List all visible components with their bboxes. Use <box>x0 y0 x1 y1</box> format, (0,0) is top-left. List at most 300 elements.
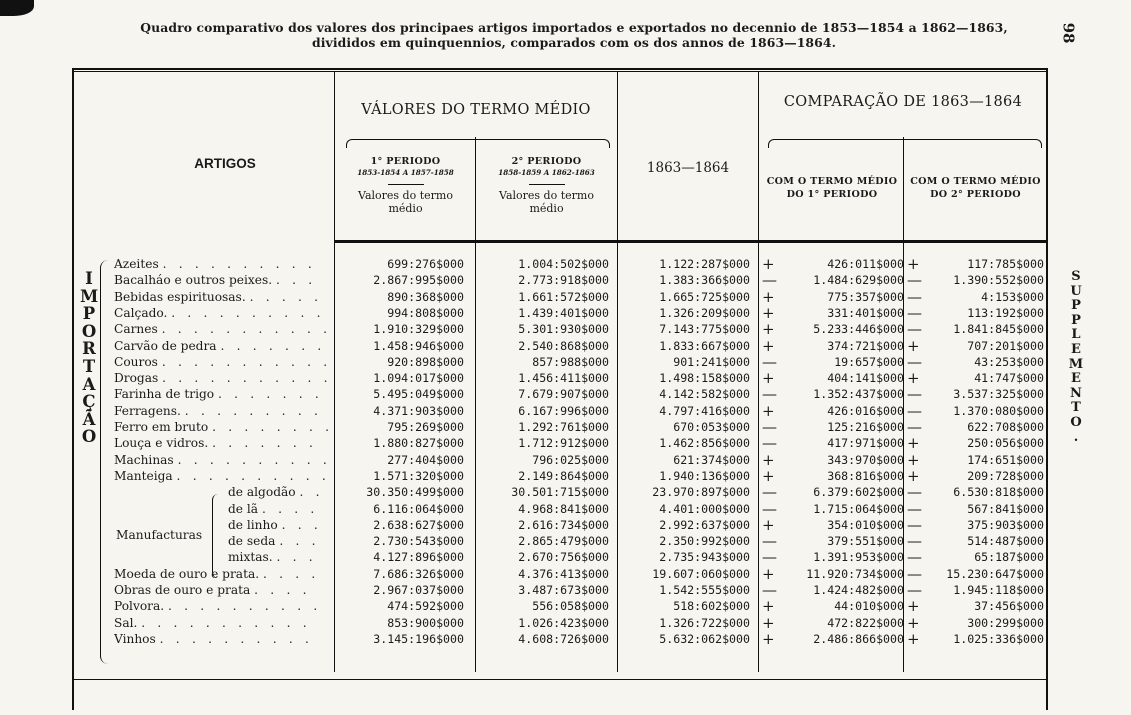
row-cmp-1: 472:822$000 <box>827 615 904 630</box>
row-cmp-1: 426:016$000 <box>827 403 904 418</box>
table-row <box>114 256 1054 272</box>
vertical-letter: S <box>1071 269 1081 284</box>
row-sign-1: + <box>762 629 775 648</box>
row-year: 1.326:209$000 <box>659 305 750 320</box>
periodo-2-sub: Valores do termo médio <box>499 189 594 215</box>
vertical-letter: P <box>1071 298 1081 314</box>
importacao-bracket <box>100 260 111 664</box>
row-sign-2: — <box>907 385 922 404</box>
vertical-letter: N <box>1070 385 1082 401</box>
row-name <box>114 289 334 305</box>
row-year: 1.940:136$000 <box>659 468 750 483</box>
row-label: Azeites <box>114 257 159 271</box>
row-periodo-2: 796:025$000 <box>532 452 609 467</box>
row-dots: . . . . . . . . . . <box>162 257 316 271</box>
vertical-letter: A <box>82 374 96 394</box>
vertical-letter: P <box>1071 312 1081 328</box>
row-year: 4.142:582$000 <box>659 387 750 402</box>
row-dots: . . . . . . . . . . <box>176 468 330 483</box>
row-name <box>114 452 334 468</box>
table-row <box>114 403 1054 419</box>
row-periodo-2: 4.608:726$000 <box>518 631 609 646</box>
row-periodo-2: 1.661:572$000 <box>518 289 609 304</box>
row-year: 7.143:775$000 <box>659 322 750 337</box>
vertical-letter: M <box>80 286 99 306</box>
row-name <box>114 338 334 354</box>
row-dots: . . . . . . . . <box>212 420 334 434</box>
row-sign-2: — <box>907 499 922 518</box>
table-row <box>114 386 1054 402</box>
row-name <box>114 419 334 435</box>
row-sign-2: — <box>907 515 922 534</box>
header-artigos: ARTIGOS <box>194 156 256 171</box>
table-row <box>114 321 1054 337</box>
row-cmp-1: 775:357$000 <box>827 289 904 304</box>
vertical-letter: R <box>82 339 96 359</box>
page-title <box>74 20 1074 50</box>
row-periodo-1: 2.967:037$000 <box>373 583 464 597</box>
periodo-1-rule <box>388 184 424 185</box>
row-sign-1: + <box>762 336 775 355</box>
row-periodo-1: 699:276$000 <box>387 257 464 271</box>
row-periodo-1: 2.730:543$000 <box>373 534 464 549</box>
row-periodo-1: 1.910:329$000 <box>373 322 464 337</box>
row-year: 901:241$000 <box>673 354 750 369</box>
header-year: 1863—1864 <box>646 160 730 176</box>
row-periodo-1: 920:898$000 <box>387 354 464 369</box>
row-year: 2.992:637$000 <box>659 517 750 532</box>
row-cmp-1: 6.379:602$000 <box>813 485 904 500</box>
row-label: Calçado. <box>114 305 168 320</box>
row-sign-2: — <box>907 352 922 371</box>
row-label: Ferragens. <box>114 403 181 418</box>
row-periodo-1: 4.127:896$000 <box>373 550 464 565</box>
row-cmp-2: 300:299$000 <box>967 615 1044 630</box>
row-sign-2: — <box>907 548 922 567</box>
row-sign-1: + <box>762 597 775 616</box>
row-dots: . . . <box>276 273 317 288</box>
row-year: 670:053$000 <box>673 420 750 434</box>
table-row <box>114 615 1054 631</box>
row-periodo-2: 2.616:734$000 <box>518 517 609 532</box>
row-cmp-1: 1.352:437$000 <box>813 387 904 402</box>
table-row <box>114 370 1054 386</box>
table-row <box>114 598 1054 614</box>
periodo-1-title: 1° PERIODO <box>370 156 441 167</box>
row-year: 621:374$000 <box>673 452 750 467</box>
table-bottom-rule <box>74 679 1046 680</box>
row-sign-1: + <box>762 320 775 339</box>
row-cmp-2: 1.025:336$000 <box>953 631 1044 646</box>
row-sign-2: + <box>907 613 920 632</box>
row-cmp-1: 417:971$000 <box>827 436 904 451</box>
vertical-letter: . <box>1073 429 1079 445</box>
row-sign-2: + <box>907 629 920 648</box>
row-year: 1.326:722$000 <box>659 615 750 630</box>
row-sign-1: + <box>762 255 775 273</box>
row-cmp-1: 1.424:482$000 <box>813 583 904 597</box>
row-label: Carvão de pedra <box>114 338 217 353</box>
row-sign-2: — <box>907 303 922 322</box>
row-year: 1.498:158$000 <box>659 371 750 386</box>
row-cmp-1: 426:011$000 <box>827 257 904 271</box>
row-periodo-1: 1.880:827$000 <box>373 436 464 451</box>
row-cmp-1: 374:721$000 <box>827 338 904 353</box>
row-name <box>114 582 334 598</box>
row-periodo-2: 6.167:996$000 <box>518 403 609 418</box>
row-label: Obras de ouro e prata <box>114 583 251 597</box>
row-cmp-1: 1.391:953$000 <box>813 550 904 565</box>
row-name <box>114 403 334 419</box>
periodo-2-title: 2° PERIODO <box>511 156 582 167</box>
row-periodo-1: 994:808$000 <box>387 305 464 320</box>
row-year: 4.401:000$000 <box>659 501 750 516</box>
row-cmp-1: 354:010$000 <box>827 517 904 532</box>
row-periodo-2: 1.439:401$000 <box>518 305 609 320</box>
row-sign-1: + <box>762 450 775 469</box>
row-label: Machinas <box>114 452 174 467</box>
row-cmp-1: 5.233:446$000 <box>813 322 904 337</box>
row-sign-2: — <box>907 418 922 436</box>
row-periodo-2: 7.679:907$000 <box>518 387 609 402</box>
row-dots: . . . <box>279 534 320 549</box>
valores-brace <box>346 139 610 148</box>
row-periodo-2: 2.773:918$000 <box>518 273 609 288</box>
header-cmp-1: COM O TERMO MÉDIO DO 1° PERIODO <box>766 176 898 200</box>
title-line-1: Quadro comparativo dos valores dos principaes artigos importados e exportados no decennio de 1853—1854 a 1862—1863, <box>140 20 1008 35</box>
row-periodo-2: 2.540:868$000 <box>518 338 609 353</box>
manufacturas-label: Manufacturas <box>116 528 203 542</box>
row-dots: . . . <box>276 550 317 565</box>
periodo-1-sub: Valores do termo médio <box>358 189 453 215</box>
periodo-2-range: 1858-1859 A 1862-1863 <box>498 168 595 177</box>
row-year: 1.542:555$000 <box>659 583 750 597</box>
row-dots: . . . . . . . . . . . <box>141 615 311 630</box>
vertical-letter: O <box>1070 414 1082 430</box>
table-row <box>114 517 1054 533</box>
row-periodo-2: 1.456:411$000 <box>518 371 609 386</box>
row-name <box>114 272 334 288</box>
row-periodo-2: 2.670:756$000 <box>518 550 609 565</box>
row-name <box>114 386 334 402</box>
row-periodo-2: 2.149:864$000 <box>518 468 609 483</box>
periodo-2-rule <box>529 184 565 185</box>
row-name <box>114 354 334 370</box>
row-periodo-2: 1.026:423$000 <box>518 615 609 630</box>
row-cmp-1: 1.715:064$000 <box>813 501 904 516</box>
row-cmp-1: 125:216$000 <box>827 420 904 434</box>
row-label: de algodão <box>228 485 296 500</box>
table-row <box>114 468 1054 484</box>
row-cmp-2: 174:651$000 <box>967 452 1044 467</box>
row-dots: . . <box>299 485 324 500</box>
row-label: Louça e vidros. <box>114 436 209 451</box>
row-name <box>114 256 334 272</box>
row-label: Bacalháo e outros peixes. <box>114 273 273 288</box>
row-periodo-1: 474:592$000 <box>387 599 464 614</box>
row-periodo-1: 890:368$000 <box>387 289 464 304</box>
row-cmp-1: 331:401$000 <box>827 305 904 320</box>
vertical-letter: I <box>85 269 93 288</box>
vertical-letter: T <box>82 356 96 376</box>
row-cmp-2: 15.230:647$000 <box>946 566 1044 581</box>
table-row <box>114 338 1054 354</box>
header-periodo-2 <box>476 155 617 215</box>
row-dots: . . . . <box>262 566 320 581</box>
table-row <box>114 549 1054 565</box>
row-cmp-1: 44:010$000 <box>834 599 904 614</box>
row-name <box>114 435 334 451</box>
row-cmp-2: 43:253$000 <box>974 354 1044 369</box>
header-cmp-2: COM O TERMO MÉDIO DO 2° PERIODO <box>910 176 1041 200</box>
row-year: 1.462:856$000 <box>659 436 750 451</box>
table-row <box>114 631 1054 647</box>
table-row <box>114 272 1054 288</box>
row-periodo-1: 30.350:499$000 <box>366 485 464 500</box>
row-periodo-1: 1.458:946$000 <box>373 338 464 353</box>
row-sign-2: + <box>907 597 920 616</box>
row-name <box>114 305 334 321</box>
row-dots: . . . . . . . . . . <box>177 452 331 467</box>
row-sign-2: + <box>907 255 920 273</box>
row-label: mixtas. <box>228 550 273 565</box>
row-dots: . . . . <box>254 583 311 597</box>
row-sign-1: — <box>762 271 777 290</box>
table-row <box>114 533 1054 549</box>
row-cmp-1: 1.484:629$000 <box>813 273 904 288</box>
vertical-letter: U <box>1070 283 1082 299</box>
table-row <box>114 305 1054 321</box>
vertical-letter: L <box>1071 327 1081 343</box>
row-name <box>114 370 334 386</box>
row-year: 23.970:897$000 <box>652 485 750 500</box>
row-periodo-2: 4.968:841$000 <box>518 501 609 516</box>
row-periodo-2: 30.501:715$000 <box>511 485 609 500</box>
row-sign-1: — <box>762 352 777 371</box>
row-sign-1: — <box>762 581 777 599</box>
row-name <box>114 631 334 647</box>
row-sign-1: — <box>762 548 777 567</box>
row-sign-1: + <box>762 466 775 485</box>
row-label: de linho <box>228 517 278 532</box>
row-sign-1: — <box>762 499 777 518</box>
row-name <box>114 598 334 614</box>
row-year: 2.350:992$000 <box>659 534 750 549</box>
row-sign-2: + <box>907 450 920 469</box>
row-sign-2: + <box>907 369 920 388</box>
row-periodo-2: 4.376:413$000 <box>518 566 609 581</box>
row-label: Sal. <box>114 615 138 630</box>
row-label: Manteiga <box>114 468 173 483</box>
row-year: 2.735:943$000 <box>659 550 750 565</box>
row-dots: . . . <box>281 517 322 532</box>
row-periodo-2: 5.301:930$000 <box>518 322 609 337</box>
table-row <box>114 452 1054 468</box>
row-sign-1: — <box>762 385 777 404</box>
supplemento-side-label <box>1068 270 1084 445</box>
row-dots: . . . . . . . . . . . <box>162 371 332 386</box>
table-row <box>114 501 1054 517</box>
row-sign-2: — <box>907 581 922 599</box>
header-comparacao: COMPARAÇÃO DE 1863—1864 <box>783 94 1023 110</box>
ink-blot <box>0 0 34 16</box>
row-cmp-2: 1.390:552$000 <box>953 273 1044 288</box>
row-sign-1: + <box>762 287 775 306</box>
row-year: 19.607:060$000 <box>652 566 750 581</box>
row-periodo-1: 1.571:320$000 <box>373 468 464 483</box>
row-year: 1.833:667$000 <box>659 338 750 353</box>
row-cmp-1: 368:816$000 <box>827 468 904 483</box>
row-dots: . . . . . . . . . . <box>171 305 325 320</box>
row-name <box>114 566 334 582</box>
vertical-letter: Ã <box>82 409 96 429</box>
row-periodo-1: 277:404$000 <box>387 452 464 467</box>
row-periodo-2: 857:988$000 <box>532 354 609 369</box>
row-sign-1: — <box>762 434 777 453</box>
header-bottom-rule <box>334 240 1047 243</box>
row-cmp-2: 250:056$000 <box>967 436 1044 451</box>
row-year: 1.665:725$000 <box>659 289 750 304</box>
table-left-border <box>72 70 74 710</box>
row-periodo-2: 3.487:673$000 <box>518 583 609 597</box>
row-sign-2: — <box>907 564 922 583</box>
page-number: 98 <box>1059 22 1078 44</box>
row-periodo-1: 1.094:017$000 <box>373 371 464 386</box>
row-label: Ferro em bruto <box>114 420 209 434</box>
row-label: de seda <box>228 534 276 549</box>
row-dots: . . . . . . . <box>212 436 318 451</box>
row-sign-1: + <box>762 613 775 632</box>
row-label: Drogas <box>114 371 159 386</box>
table-row <box>114 419 1054 435</box>
row-sign-2: + <box>907 336 920 355</box>
row-periodo-2: 2.865:479$000 <box>518 534 609 549</box>
row-periodo-2: 1.004:502$000 <box>518 257 609 271</box>
row-cmp-1: 343:970$000 <box>827 452 904 467</box>
table-top-border <box>72 68 1048 72</box>
vertical-letter: Ç <box>82 392 96 412</box>
row-sign-1: + <box>762 369 775 388</box>
vertical-letter: E <box>1071 341 1081 357</box>
row-periodo-1: 2.638:627$000 <box>373 517 464 532</box>
row-sign-2: + <box>907 466 920 485</box>
row-dots: . . . . . . . . . . . <box>161 322 332 337</box>
row-label: Polvora. <box>114 599 165 614</box>
title-line-2: divididos em quinquennios, comparados com os dos annos de 1863—1864. <box>311 35 837 50</box>
row-sign-1: — <box>762 418 777 436</box>
row-cmp-2: 622:708$000 <box>967 420 1044 434</box>
row-name <box>114 615 334 631</box>
row-cmp-1: 404:141$000 <box>827 371 904 386</box>
row-cmp-2: 209:728$000 <box>967 468 1044 483</box>
row-year: 4.797:416$000 <box>659 403 750 418</box>
row-label: Bebidas espirituosas. <box>114 289 246 304</box>
row-label: Couros <box>114 354 158 369</box>
row-label: Moeda de ouro e prata. <box>114 566 260 581</box>
row-label: Carnes <box>114 322 158 337</box>
periodo-1-range: 1853-1854 A 1857-1858 <box>357 168 454 177</box>
row-sign-2: — <box>907 287 922 306</box>
header-valores: VÁLORES DO TERMO MÉDIO <box>361 102 591 118</box>
row-cmp-2: 375:903$000 <box>967 517 1044 532</box>
table-row <box>114 289 1054 305</box>
row-cmp-2: 1.945:118$000 <box>953 583 1044 597</box>
header-periodo-1 <box>336 155 475 215</box>
table-row <box>114 484 1054 500</box>
row-year: 1.383:366$000 <box>659 273 750 288</box>
row-sign-1: + <box>762 515 775 534</box>
row-cmp-2: 567:841$000 <box>967 501 1044 516</box>
row-periodo-1: 853:900$000 <box>387 615 464 630</box>
row-sign-2: — <box>907 320 922 339</box>
vertical-letter: P <box>82 304 96 324</box>
row-cmp-2: 1.370:080$000 <box>953 403 1044 418</box>
row-cmp-2: 707:201$000 <box>967 338 1044 353</box>
row-name <box>114 321 334 337</box>
row-sign-2: — <box>907 271 922 290</box>
row-dots: . . . . . . . . . . <box>168 599 322 614</box>
vertical-letter: E <box>1071 371 1081 387</box>
row-label: Vinhos <box>114 631 156 646</box>
row-label: de lã <box>228 501 259 516</box>
table-row <box>114 435 1054 451</box>
row-dots: . . . . . . . <box>220 338 326 353</box>
row-dots: . . . . . <box>249 289 323 304</box>
row-cmp-2: 1.841:845$000 <box>953 322 1044 337</box>
vertical-letter: M <box>1068 356 1084 372</box>
row-sign-1: + <box>762 303 775 322</box>
row-cmp-2: 3.537:325$000 <box>953 387 1044 402</box>
row-cmp-1: 379:551$000 <box>827 534 904 549</box>
row-label: Farinha de trigo <box>114 387 215 402</box>
row-periodo-1: 3.145:196$000 <box>373 631 464 646</box>
row-cmp-2: 41:747$000 <box>974 371 1044 386</box>
row-cmp-1: 19:657$000 <box>834 354 904 369</box>
row-cmp-2: 4:153$000 <box>981 289 1044 304</box>
row-sign-2: + <box>907 434 920 453</box>
row-sign-1: + <box>762 564 775 583</box>
row-cmp-2: 6.530:818$000 <box>953 485 1044 500</box>
row-sign-2: — <box>907 483 922 502</box>
row-periodo-2: 1.712:912$000 <box>518 436 609 451</box>
row-sign-2: — <box>907 401 922 420</box>
row-periodo-2: 556:058$000 <box>532 599 609 614</box>
row-cmp-1: 2.486:866$000 <box>813 631 904 646</box>
row-periodo-1: 7.686:326$000 <box>373 566 464 581</box>
row-year: 518:602$000 <box>673 599 750 614</box>
row-periodo-1: 4.371:903$000 <box>373 403 464 418</box>
row-name <box>114 468 334 484</box>
table-row <box>114 354 1054 370</box>
row-cmp-2: 37:456$000 <box>974 599 1044 614</box>
row-periodo-1: 2.867:995$000 <box>373 273 464 288</box>
row-cmp-2: 65:187$000 <box>974 550 1044 565</box>
row-dots: . . . . . . . . . . <box>159 631 314 646</box>
row-sign-1: — <box>762 483 777 502</box>
row-year: 1.122:287$000 <box>659 257 750 271</box>
row-year: 5.632:062$000 <box>659 631 750 646</box>
row-sign-2: — <box>907 532 922 551</box>
row-sign-1: — <box>762 532 777 551</box>
table-row <box>114 566 1054 582</box>
row-periodo-1: 795:269$000 <box>387 420 464 434</box>
row-cmp-2: 514:487$000 <box>967 534 1044 549</box>
row-dots: . . . . <box>261 501 319 516</box>
vertical-letter: O <box>81 321 97 341</box>
row-dots: . . . . . . . <box>217 387 323 402</box>
row-sign-1: + <box>762 401 775 420</box>
row-dots: . . . . . . . . . . . <box>161 354 332 369</box>
